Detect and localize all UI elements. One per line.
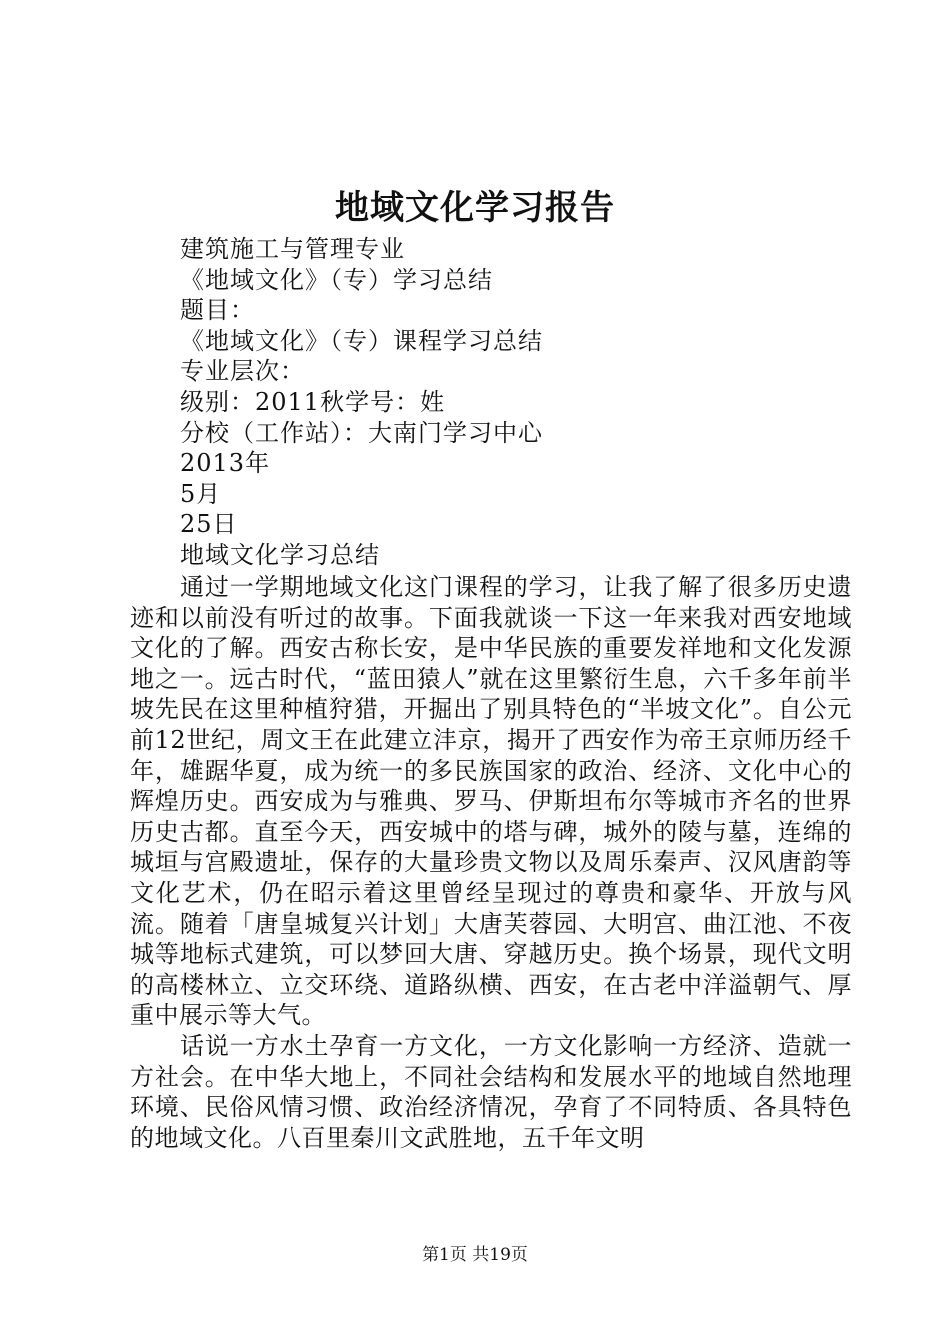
document-title: 地域文化学习报告: [335, 188, 615, 228]
document-meta-block: [180, 234, 860, 571]
body-paragraph-1: 通过一学期地域文化这门课程的学习，让我了解了很多历史遗迹和以前没有听过的故事。下面我就谈一下这一年来我对西安地域文化的了解。西安古称长安，是中华民族的重要发祥地和文化发源地之一。远古时代，“蓝田猿人”就在这里繁衍生息，六千多年前半坡先民在这里种植狩猎，开掘出了别具特色的“半坡文化”。自公元前12世纪，周文王在此建立沣京，揭开了西安作为帝王京师历经千年，雄踞华夏，成为统一的多民族国家的政治、经济、文化中心的辉煌历史。西安成为与雅典、罗马、伊斯坦布尔等城市齐名的世界历史古都。直至今天，西安城中的塔与碑，城外的陵与墓，连绵的城垣与宫殿遗址，保存的大量珍贵文物以及周乐秦声、汉风唐韵等文化艺术，仍在昭示着这里曾经呈现过的尊贵和豪华、开放与风流。随着「唐皇城复兴计划」大唐芙蓉园、大明宫、曲江池、不夜城等地标式建筑，可以梦回大唐、穿越历史。换个场景，现代文明的高楼林立、立交环绕、道路纵横、西安，在古老中洋溢朝气、厚重中展示等大气。: [130, 573, 852, 1030]
meta-line-branch: 分校（工作站）：大南门学习中心: [180, 418, 543, 447]
meta-line-year: 2013年: [180, 449, 271, 478]
document-body: [130, 572, 852, 1153]
meta-line-topic: 《地域文化》（专）课程学习总结: [180, 326, 543, 355]
meta-line-month: 5月: [180, 479, 222, 508]
meta-line-topic-label: 题目：: [180, 296, 255, 325]
meta-line-day: 25日: [180, 510, 238, 539]
meta-line-grade: 级别：2011秋学号：姓: [180, 387, 446, 416]
body-paragraph-2: 话说一方水土孕育一方文化，一方文化影响一方经济、造就一方社会。在中华大地上，不同社会结构和发展水平的地域自然地理环境、民俗风情习惯、政治经济情况，孕育了不同特质、各具特色的地域文化。八百里秦川文武胜地，五千年文明: [130, 1031, 852, 1152]
meta-line-major: 建筑施工与管理专业: [180, 235, 405, 263]
meta-line-course-summary: 《地域文化》（专）学习总结: [180, 265, 493, 294]
page-footer: 第1页 共19页: [422, 1245, 528, 1265]
meta-line-level: 专业层次：: [180, 357, 305, 386]
meta-line-section-heading: 地域文化学习总结: [180, 540, 380, 569]
